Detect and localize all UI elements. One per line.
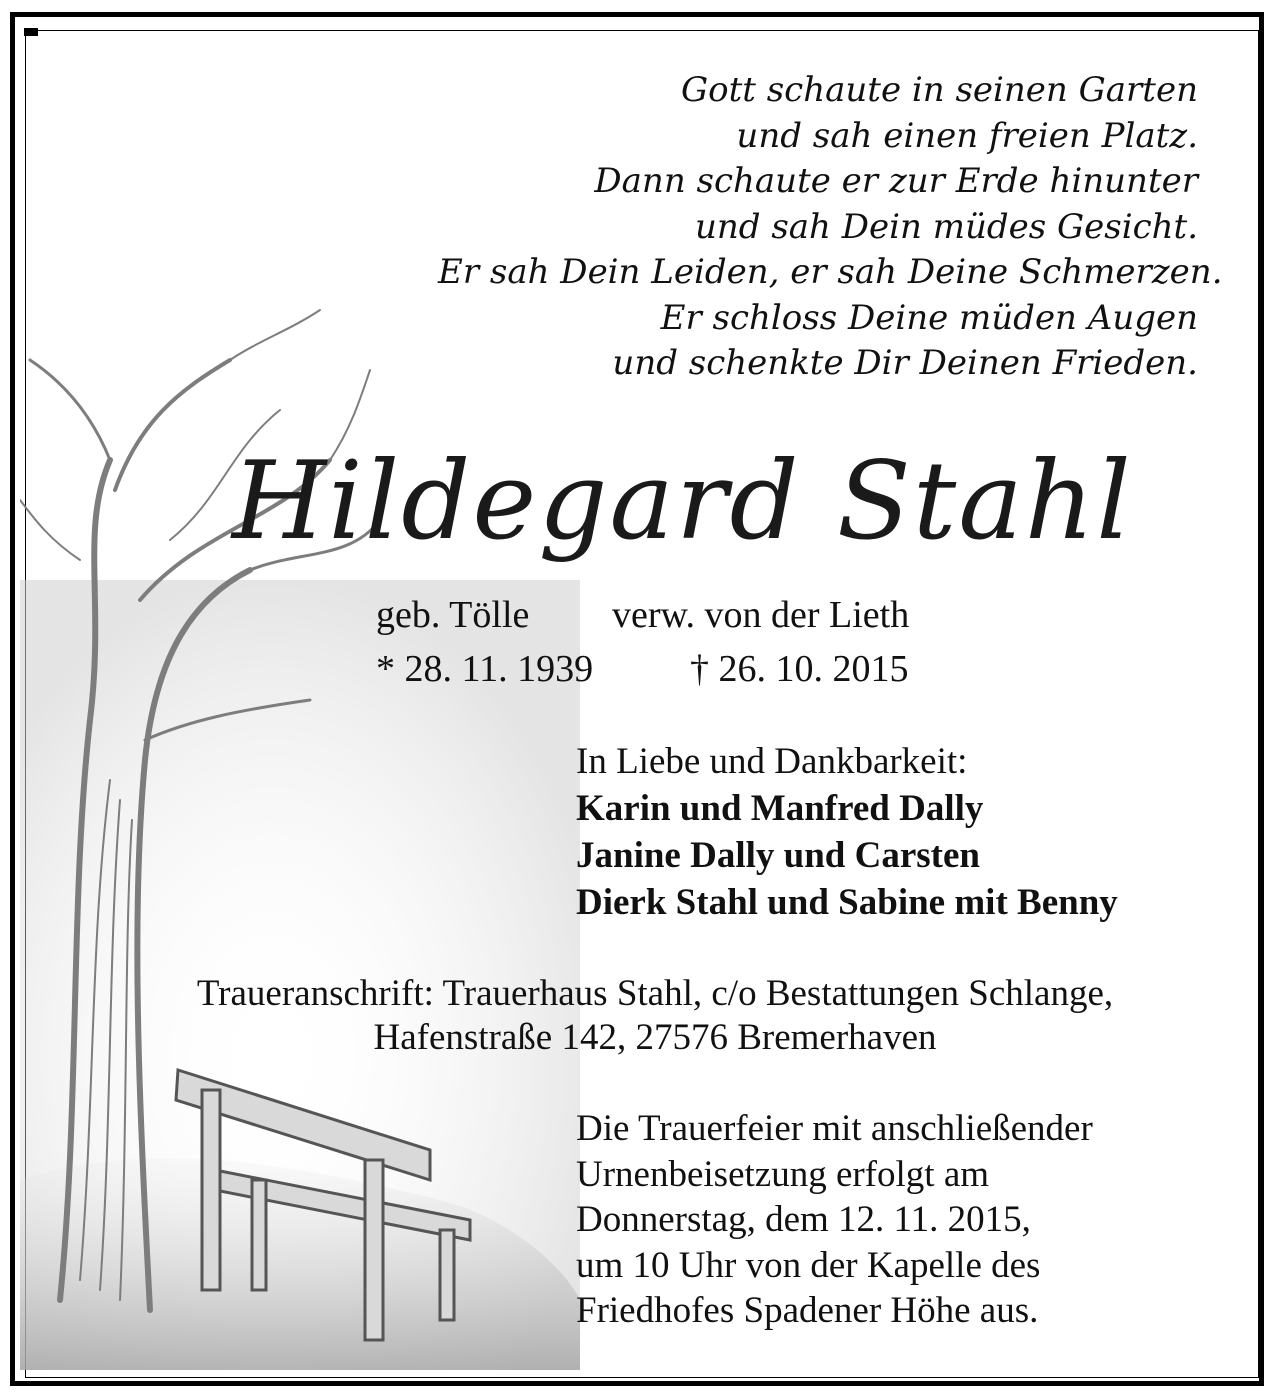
birth-name: geb. Tölle xyxy=(376,594,530,636)
ceremony-line: Die Trauerfeier mit anschließender xyxy=(576,1108,1093,1149)
corner-mark xyxy=(24,28,38,36)
deceased-name: Hildegard Stahl xyxy=(232,439,1133,564)
mourner-name: Janine Dally und Carsten xyxy=(576,835,980,876)
poem-line: Er schloss Deine müden Augen xyxy=(660,297,1198,338)
ceremony-line: Friedhofes Spadener Höhe aus. xyxy=(576,1290,1039,1331)
mourner-name: Karin und Manfred Dally xyxy=(576,788,984,829)
poem-line: und schenkte Dir Deinen Frieden. xyxy=(612,343,1198,383)
mourners-intro: In Liebe und Dankbarkeit: xyxy=(576,741,968,782)
mourning-address xyxy=(140,972,1170,1060)
address-line: Traueranschrift: Trauerhaus Stahl, c/o Bestattungen Schlange, xyxy=(196,973,1114,1014)
ceremony-notice xyxy=(576,1106,1093,1334)
mourner-name: Dierk Stahl und Sabine mit Benny xyxy=(576,882,1118,923)
ceremony-line: Donnerstag, dem 12. 11. 2015, xyxy=(576,1199,1031,1240)
ceremony-line: Urnenbeisetzung erfolgt am xyxy=(576,1153,990,1195)
address-line: Hafenstraße 142, 27576 Bremerhaven xyxy=(373,1017,937,1058)
poem-line: und sah Dein müdes Gesicht. xyxy=(694,206,1198,247)
poem xyxy=(438,68,1223,387)
poem-line: und sah einen freien Platz. xyxy=(736,115,1198,156)
mourners-block xyxy=(576,738,1118,926)
poem-line: Gott schaute in seinen Garten xyxy=(680,70,1198,110)
ceremony-line: um 10 Uhr von der Kapelle des xyxy=(576,1244,1041,1286)
widowed-name: verw. von der Lieth xyxy=(612,594,910,636)
birth-date: * 28. 11. 1939 xyxy=(376,648,594,690)
poem-line: Dann schaute er zur Erde hinunter xyxy=(594,161,1198,201)
death-date: † 26. 10. 2015 xyxy=(690,648,909,690)
poem-line: Er sah Dein Leiden, er sah Deine Schmerzen. xyxy=(438,252,1223,292)
